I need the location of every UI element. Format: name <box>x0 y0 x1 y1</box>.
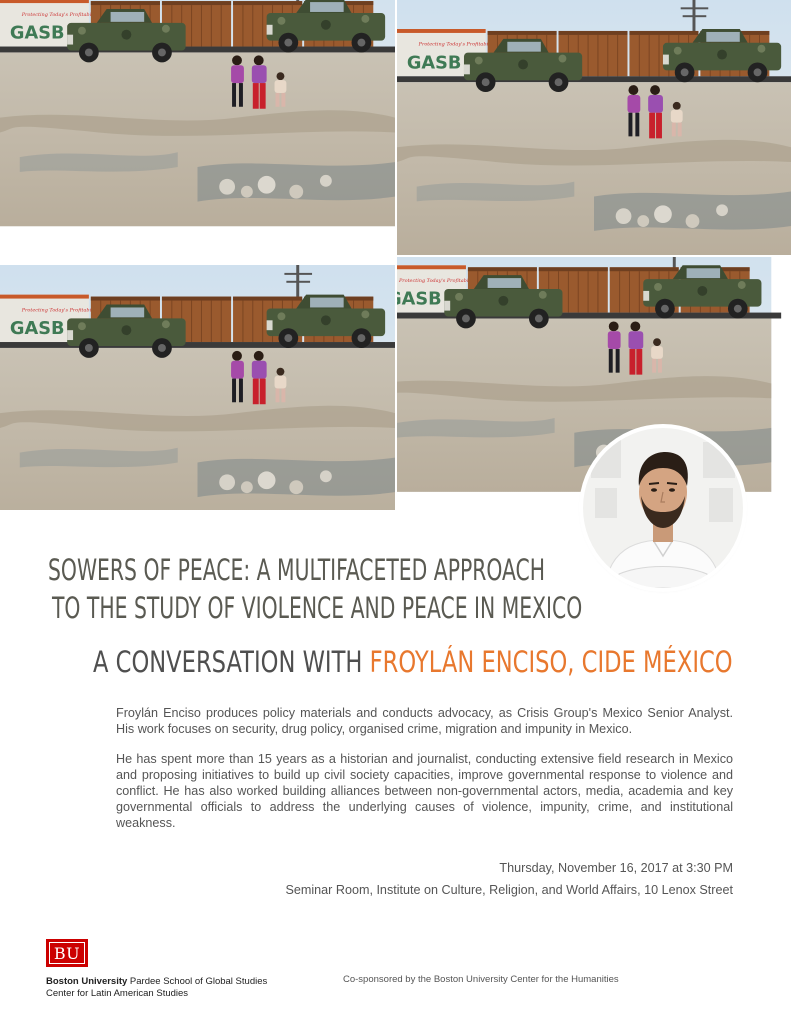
photo-panel-top-right <box>397 0 791 255</box>
grid-divider-horizontal <box>0 255 791 257</box>
bu-logo <box>46 939 88 967</box>
subtitle-prefix: A CONVERSATION WITH <box>93 645 370 679</box>
bio-paragraph-1: Froylán Enciso produces policy materials and conducts advocacy, as Crisis Group's Mexico Senior Analyst. His work focuses on security, drug policy, organised crime, migration and impunity in Mexico. <box>116 706 733 736</box>
bu-school-name: Pardee School of Global Studies <box>127 976 268 987</box>
bu-school-line <box>46 976 267 987</box>
photo-panel-bottom-left <box>0 257 395 510</box>
event-title-line-2: TO THE STUDY OF VIOLENCE AND PEACE IN MEXICO <box>52 591 583 625</box>
bu-logo-text: BU <box>53 943 81 963</box>
bu-university-name: Boston University <box>46 976 128 987</box>
bio-paragraph-2: He has spent more than 15 years as a historian and journalist, conducting extensive field research in Mexico and proposing initiatives to build up civil society capacities, improve governmental response to violence and conflict. He has also worked building alliances between non-governmental actors, media, academia and key governmental officials to address the underlying causes of violence, impunity, crime, and institutional weakness. <box>116 752 733 830</box>
event-location: Seminar Room, Institute on Culture, Religion, and World Affairs, 10 Lenox Street <box>285 883 733 897</box>
event-date-time: Thursday, November 16, 2017 at 3:30 PM <box>499 861 733 875</box>
speaker-portrait <box>583 428 743 588</box>
photo-panel-top-left <box>0 0 395 255</box>
cosponsor-note: Co-sponsored by the Boston University Center for the Humanities <box>343 974 619 985</box>
event-title-line-1: SOWERS OF PEACE: A MULTIFACETED APPROACH <box>48 553 546 587</box>
bu-center-name: Center for Latin American Studies <box>46 988 189 999</box>
speaker-name: FROYLÁN ENCISO, CIDE MÉXICO <box>369 645 733 679</box>
event-subtitle <box>93 644 733 680</box>
